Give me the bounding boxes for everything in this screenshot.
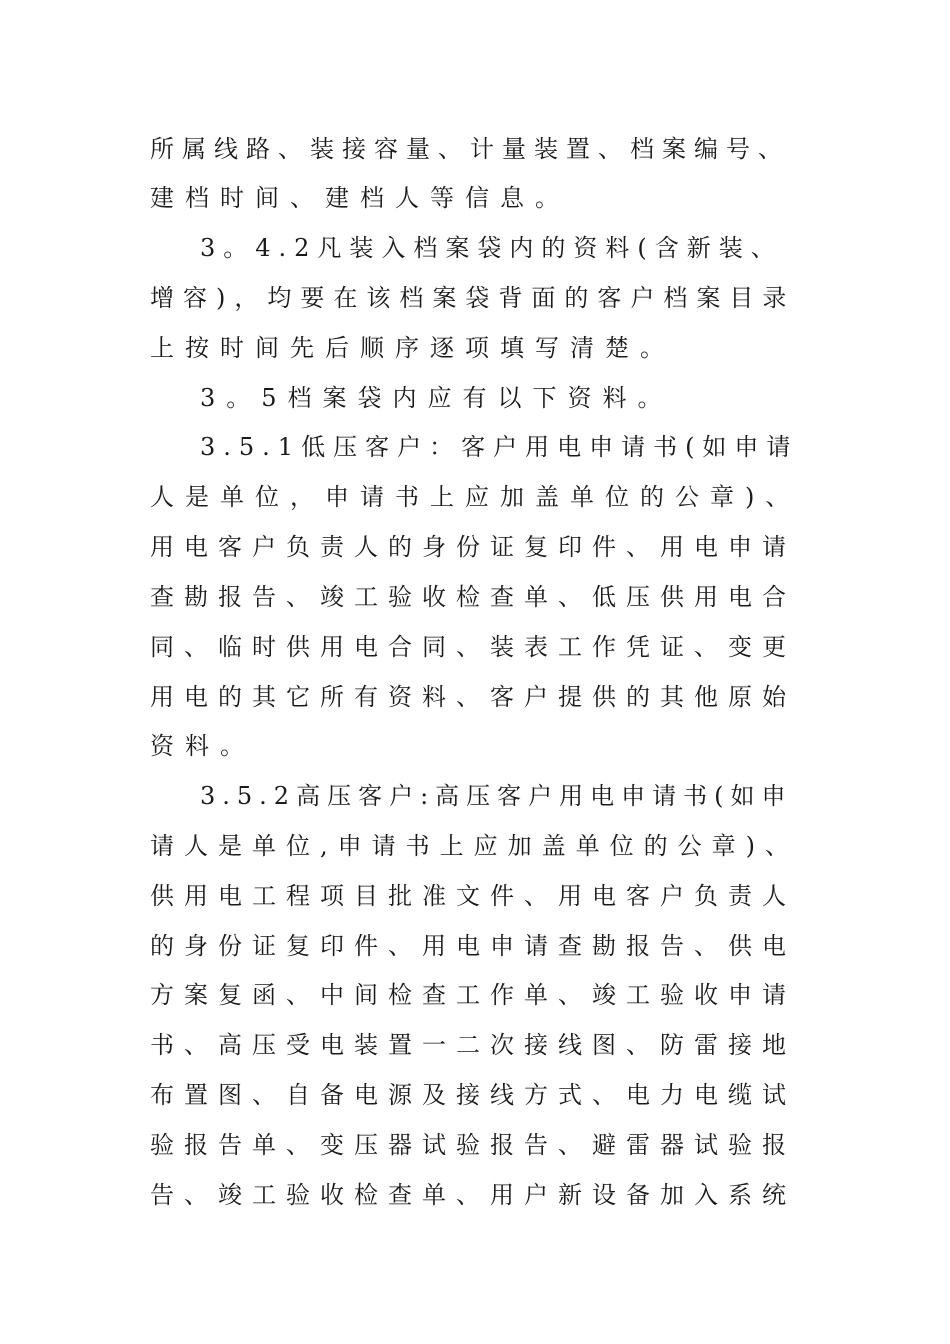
- text-line: 增容)，均要在该档案袋背面的客户档案目录: [150, 284, 796, 312]
- text-line: 告、竣工验收检查单、用户新设备加入系统: [150, 1181, 796, 1209]
- text-line: 同、临时供用电合同、装表工作凭证、变更: [150, 633, 796, 661]
- text-line: 用电客户负责人的身份证复印件、用电申请: [150, 533, 796, 561]
- text-line: 3。4.2凡装入档案袋内的资料(含新装、: [200, 234, 783, 262]
- text-line: 3。5档案袋内应有以下资料。: [200, 384, 673, 412]
- text-line: 人是单位，申请书上应加盖单位的公章)、: [150, 483, 801, 511]
- text-line: 用电的其它所有资料、客户提供的其他原始: [150, 683, 796, 711]
- text-line: 布置图、自备电源及接线方式、电力电缆试: [150, 1081, 796, 1109]
- text-line: 3.5.2高压客户:高压客户用电申请书(如申: [200, 782, 793, 810]
- text-line: 书、高压受电装置一二次接线图、防雷接地: [150, 1031, 796, 1059]
- text-line: 资料。: [150, 732, 255, 760]
- text-line: 所属线路、装接容量、计量装置、档案编号、: [150, 135, 790, 163]
- text-line: 建档时间、建档人等信息。: [150, 184, 570, 212]
- text-line: 的身份证复印件、用电申请查勘报告、供电: [150, 932, 796, 960]
- text-line: 请人是单位,申请书上应加盖单位的公章)、: [150, 832, 799, 860]
- text-line: 方案复函、中间检查工作单、竣工验收申请: [150, 981, 796, 1009]
- text-line: 供用电工程项目批准文件、用电客户负责人: [150, 882, 796, 910]
- text-line: 上按时间先后顺序逐项填写清楚。: [150, 334, 675, 362]
- text-line: 验报告单、变压器试验报告、避雷器试验报: [150, 1131, 796, 1159]
- text-line: 查勘报告、竣工验收检查单、低压供用电合: [150, 583, 796, 611]
- text-line: 3.5.1低压客户：客户用电申请书(如申请: [200, 433, 799, 461]
